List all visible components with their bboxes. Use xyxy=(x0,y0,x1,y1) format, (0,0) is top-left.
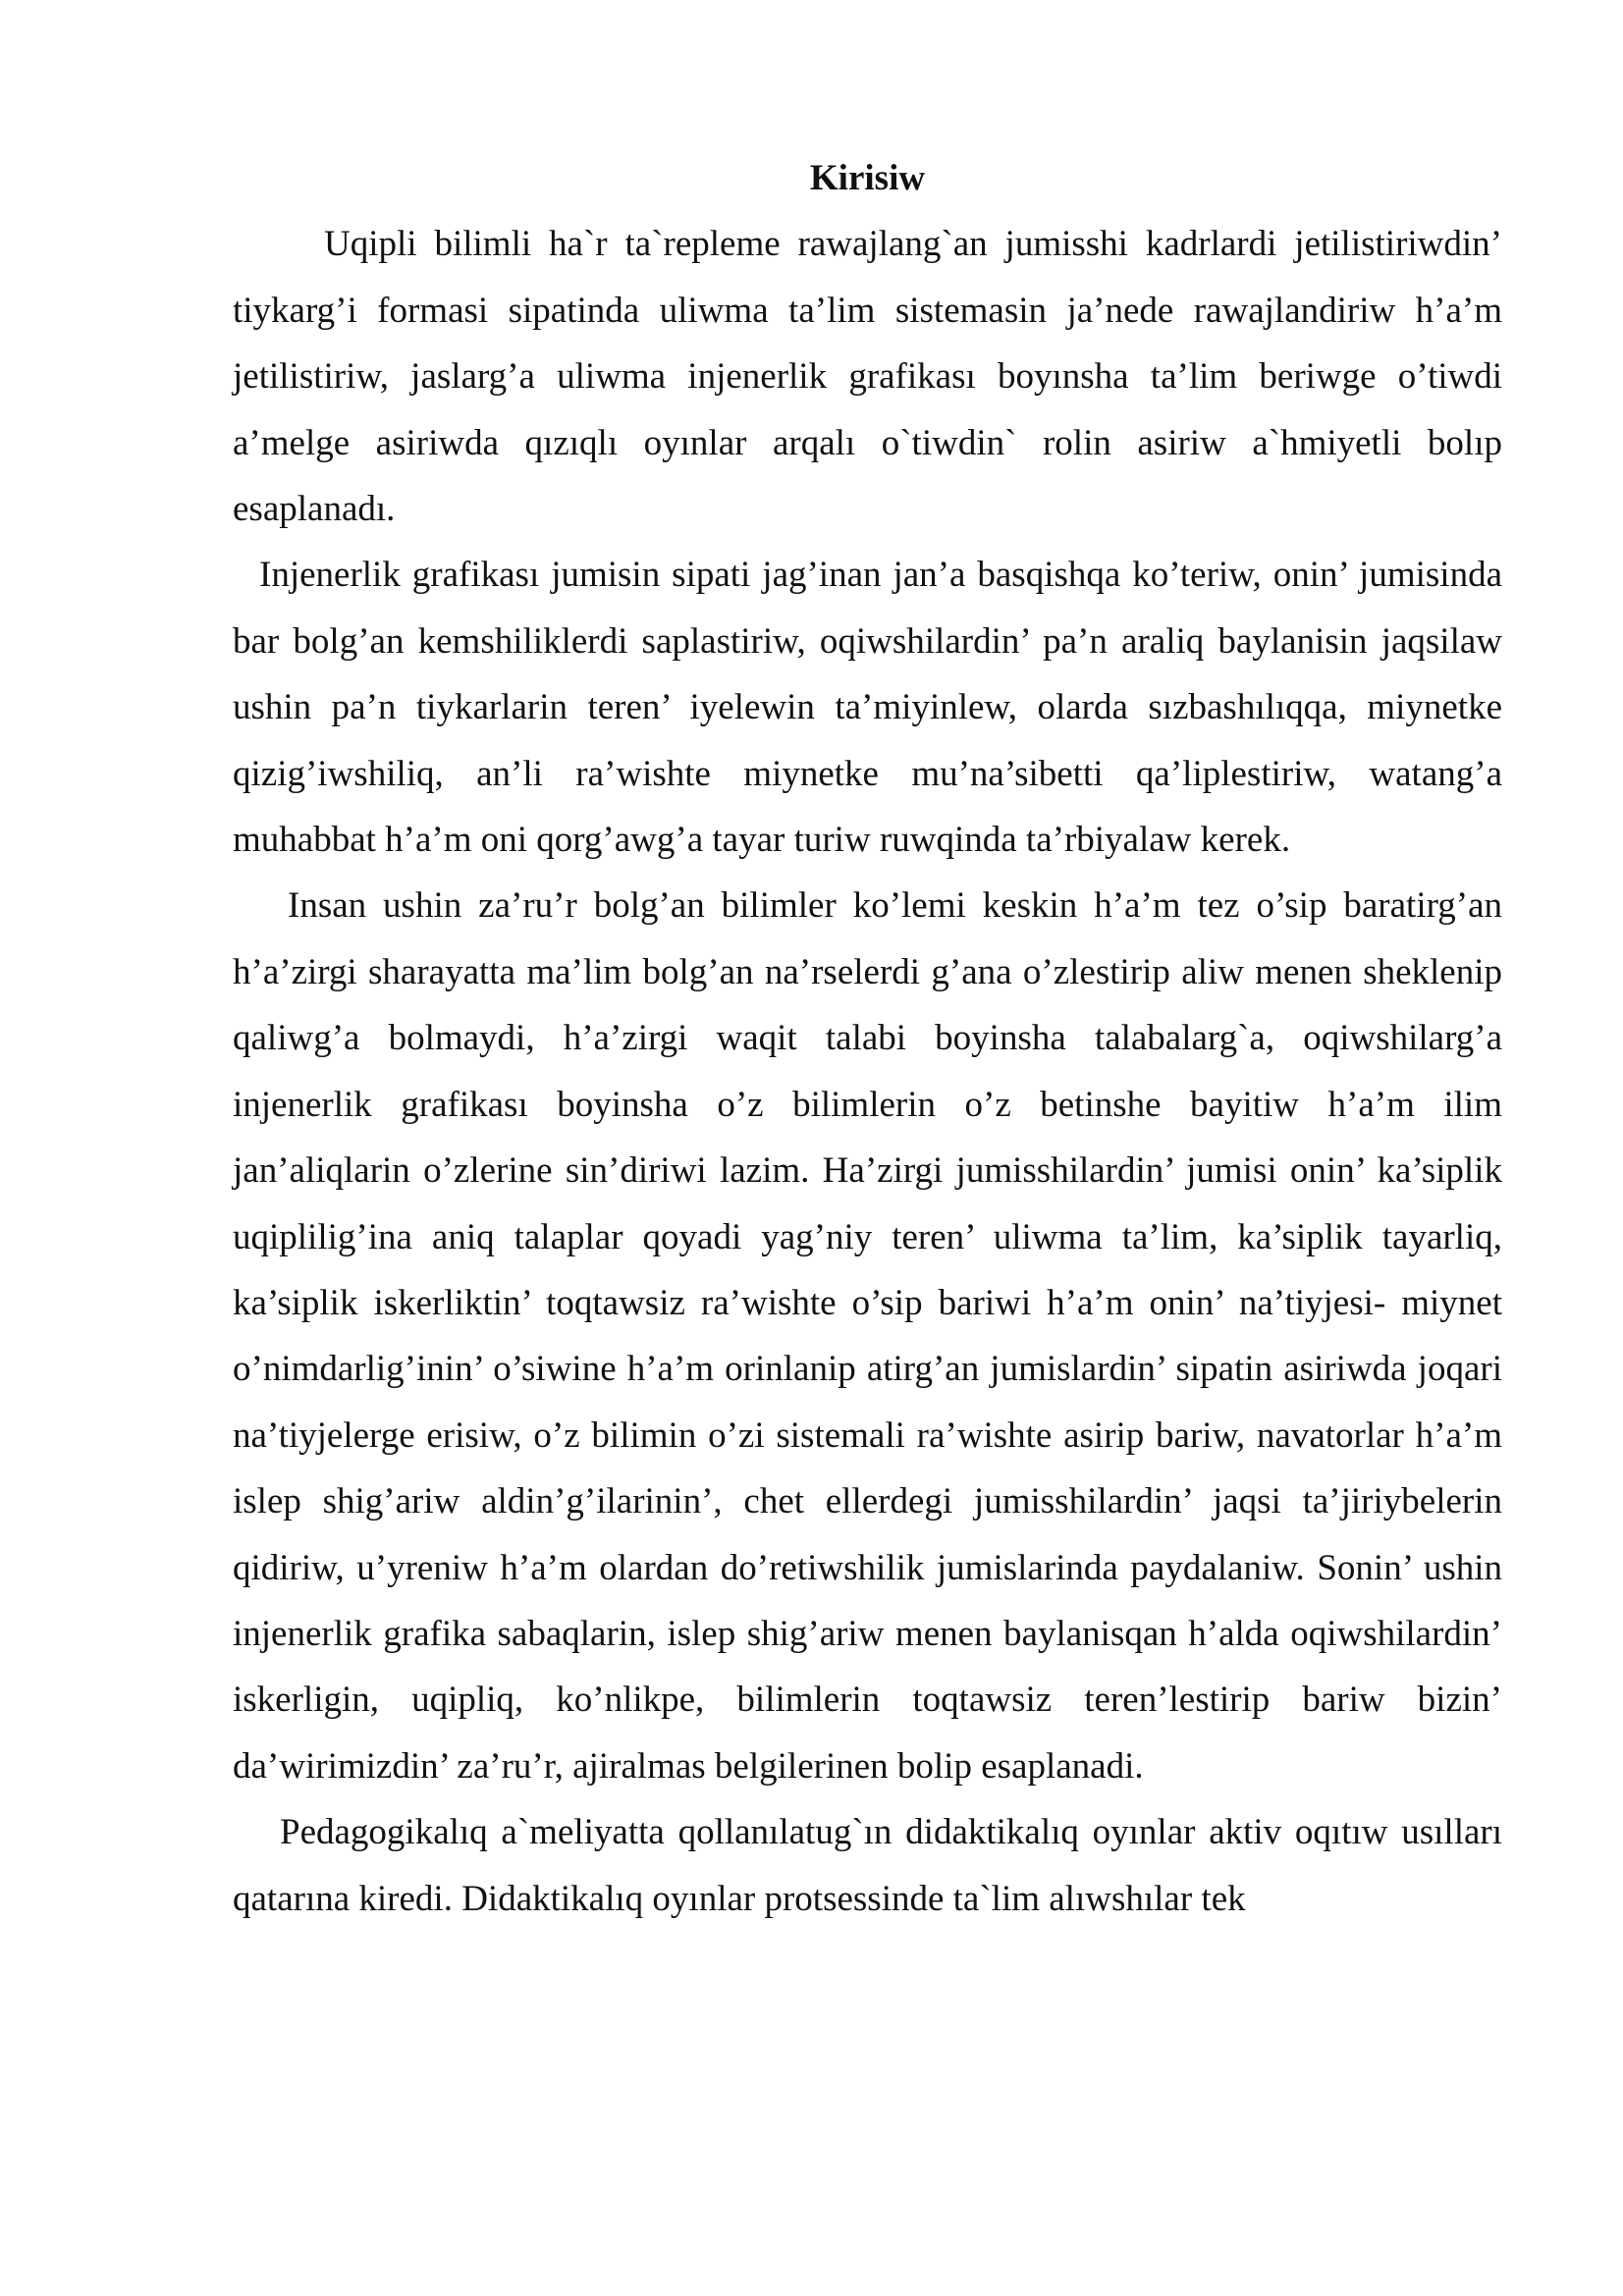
document-body xyxy=(233,145,1502,1932)
paragraph-1: Uqipli bilimli ha`r ta`repleme rawajlang`an jumisshi kadrlardi jetilistiriwdin’ tiykarg’i formasi sipatinda uliwma ta’lim sistemasin ja’nede rawajlandiriw h’a’m jetilistiriw, jaslarg’a uliwma injenerlik grafikası boyınsha ta’lim beriwge o’tiwdi a’melge asiriwda qızıqlı oyınlar arqalı o`tiwdin` rolin asiriw a`hmiyetli bolıp esaplanadı. xyxy=(233,224,1502,530)
document-title: Kirisiw xyxy=(809,158,926,198)
paragraph-4: Pedagogikalıq a`meliyatta qollanılatug`ın didaktikalıq oyınlar aktiv oqıtıw usılları qatarına kiredi. Didaktikalıq oyınlar protsessinde ta`lim alıwshılar tek xyxy=(233,1812,1502,1919)
paragraph-3: Insan ushin za’ru’r bolg’an bilimler ko’lemi keskin h’a’m tez o’sip baratirg’an h’a’zirgi sharayatta ma’lim bolg’an na’rselerdi g’ana o’zlestirip aliw menen sheklenip qaliwg’a bolmaydi, h’a’zirgi waqit talabi boyinsha talabalarg`a, oqiwshilarg’a injenerlik grafikası boyinsha o’z bilimlerin o’z betinshe bayitiw h’a’m ilim jan’aliqlarin o’zlerine sin’diriwi lazim. Ha’zirgi jumisshilardin’ jumisi onin’ ka’siplik uqiplilig’ina aniq talaplar qoyadi yag’niy teren’ uliwma ta’lim, ka’siplik tayarliq, ka’siplik iskerliktin’ toqtawsiz ra’wishte o’sip bariwi h’a’m onin’ na’tiyjesi- miynet o’nimdarlig’inin’ o’siwine h’a’m orinlanip atirg’an jumislardin’ sipatin asiriwda joqari na’tiyjelerge erisiw, o’z bilimin o’zi sistemali ra’wishte asirip bariw, navatorlar h’a’m islep shig’ariw aldin’g’ilarinin’, chet ellerdegi jumisshilardin’ jaqsi ta’jiriybelerin qidiriw, u’yreniw h’a’m olardan do’retiwshilik jumislarinda paydalaniw. Sonin’ ushin injenerlik grafika sabaqlarin, islep shig’ariw menen baylanisqan h’alda oqiwshilardin’ iskerligin, uqipliq, ko’nlikpe, bilimlerin toqtawsiz teren’lestirip bariw bizin’ da’wirimizdin’ za’ru’r, ajiralmas belgilerinen bolip esaplanadi. xyxy=(233,885,1502,1787)
paragraph-2: Injenerlik grafikası jumisin sipati jag’inan jan’a basqishqa ko’teriw, onin’ jumisinda bar bolg’an kemshiliklerdi saplastiriw, oqiwshilardin’ pa’n araliq baylanisin jaqsilaw ushin pa’n tiykarlarin teren’ iyelewin ta’miyinlew, olarda sızbashılıqqa, miynetke qizig’iwshiliq, an’li ra’wishte miynetke mu’na’sibetti qa’liplestiriw, watang’a muhabbat h’a’m oni qorg’awg’a tayar turiw ruwqinda ta’rbiyalaw kerek. xyxy=(233,555,1502,861)
